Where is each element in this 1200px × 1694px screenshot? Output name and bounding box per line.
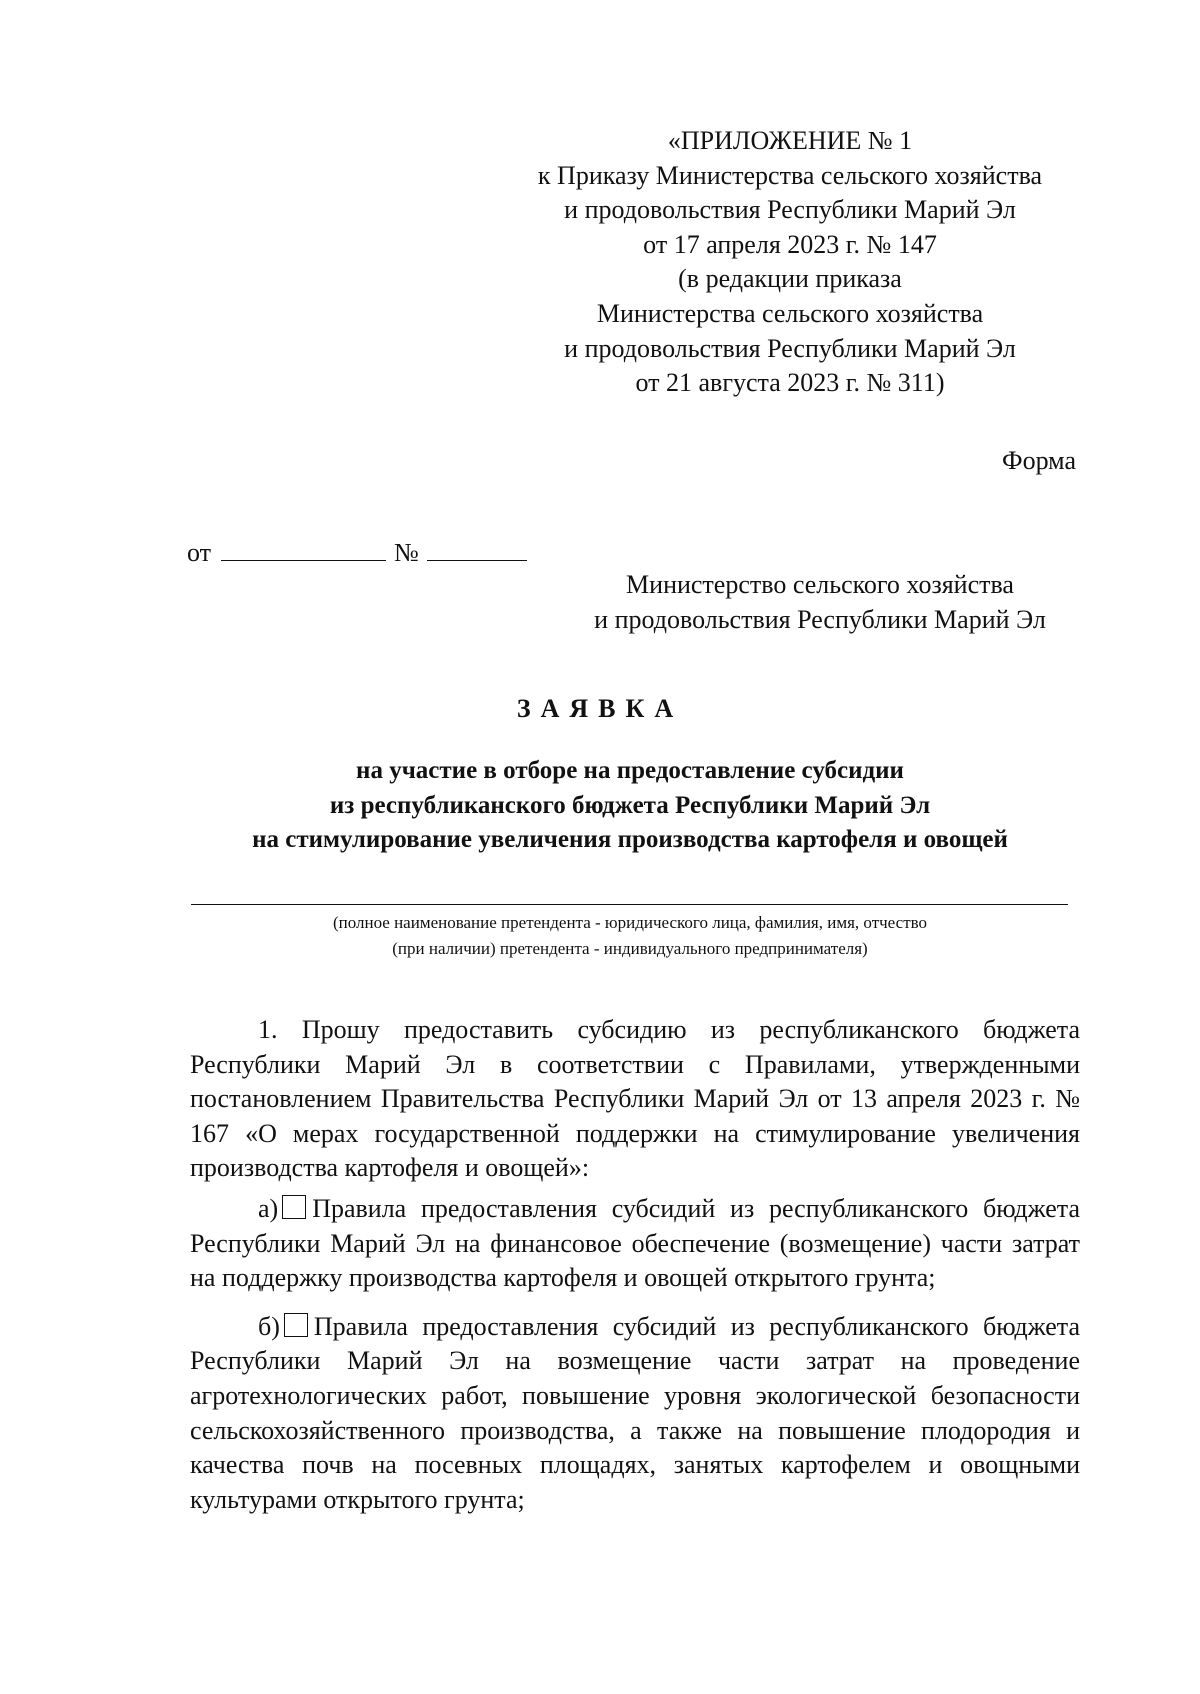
option-a-text: Правила предоставления субсидий из республиканского бюджета Республики Марий Эл на финансовое обеспечение (возмещение) части затрат на поддержку производства картофеля и овощей открытого грунта;: [190, 1193, 1080, 1293]
applicant-name-field[interactable]: [191, 904, 1068, 905]
application-body: [190, 1013, 1080, 1517]
caption-line: (полное наименование претендента - юридического лица, фамилия, имя, отчество: [332, 913, 928, 932]
request-paragraph: 1. Прошу предоставить субсидию из республиканского бюджета Республики Марий Эл в соответствии с Правилами, утвержденными постановлением Правительства Республики Марий Эл от 13 апреля 2023 г. № 167 «О мерах государственной поддержки на стимулирование увеличения производства картофеля и овощей»:: [190, 1015, 1080, 1183]
appendix-line: Министерства сельского хозяйства: [596, 298, 984, 328]
subtitle-line: на стимулирование увеличения производства картофеля и овощей: [252, 826, 1008, 854]
subtitle-line: на участие в отборе на предоставление субсидии: [356, 757, 904, 784]
from-label: от: [187, 538, 212, 567]
recipient-line: Министерство сельского хозяйства: [626, 570, 1014, 599]
appendix-line: (в редакции приказа: [678, 264, 902, 294]
recipient-line: и продовольствия Республики Марий Эл: [594, 604, 1046, 634]
reference-line: [187, 536, 527, 570]
option-b-text: Правила предоставления субсидий из республиканского бюджета Республики Марий Эл на возмещение части затрат на проведение агротехнологических работ, повышение уровня экологической безопасности сельскохозяйственного производства, а также на повышение плодородия и качества почв на посевных площадях, занятых картофелем и овощными культурами открытого грунта;: [190, 1311, 1080, 1514]
recipient-block: [560, 568, 1080, 637]
appendix-line: от 21 августа 2023 г. № 311): [635, 368, 945, 398]
document-subtitle: [150, 754, 1110, 858]
form-label: Форма: [1002, 446, 1076, 475]
applicant-name-caption: [150, 910, 1110, 962]
option-a-marker: а): [258, 1193, 279, 1223]
date-blank-field[interactable]: [221, 536, 386, 561]
option-b: [190, 1310, 1080, 1518]
appendix-header: [500, 124, 1080, 401]
appendix-line: «ПРИЛОЖЕНИЕ № 1: [667, 126, 913, 155]
appendix-line: от 17 апреля 2023 г. № 147: [643, 229, 937, 259]
subtitle-line: из республиканского бюджета Республики Марий Эл: [329, 791, 931, 819]
appendix-line: и продовольствия Республики Марий Эл: [564, 333, 1016, 363]
document-title: ЗАЯВКА: [516, 694, 684, 723]
caption-line: (при наличии) претендента - индивидуального предпринимателя): [392, 939, 868, 958]
option-a-checkbox[interactable]: [282, 1195, 306, 1219]
option-a: [190, 1192, 1080, 1296]
option-b-marker: б): [258, 1311, 280, 1341]
appendix-line: к Приказу Министерства сельского хозяйства: [537, 160, 1043, 190]
appendix-line: и продовольствия Республики Марий Эл: [564, 195, 1016, 225]
option-b-checkbox[interactable]: [284, 1313, 308, 1337]
number-blank-field[interactable]: [427, 536, 527, 561]
number-label: №: [394, 538, 419, 567]
